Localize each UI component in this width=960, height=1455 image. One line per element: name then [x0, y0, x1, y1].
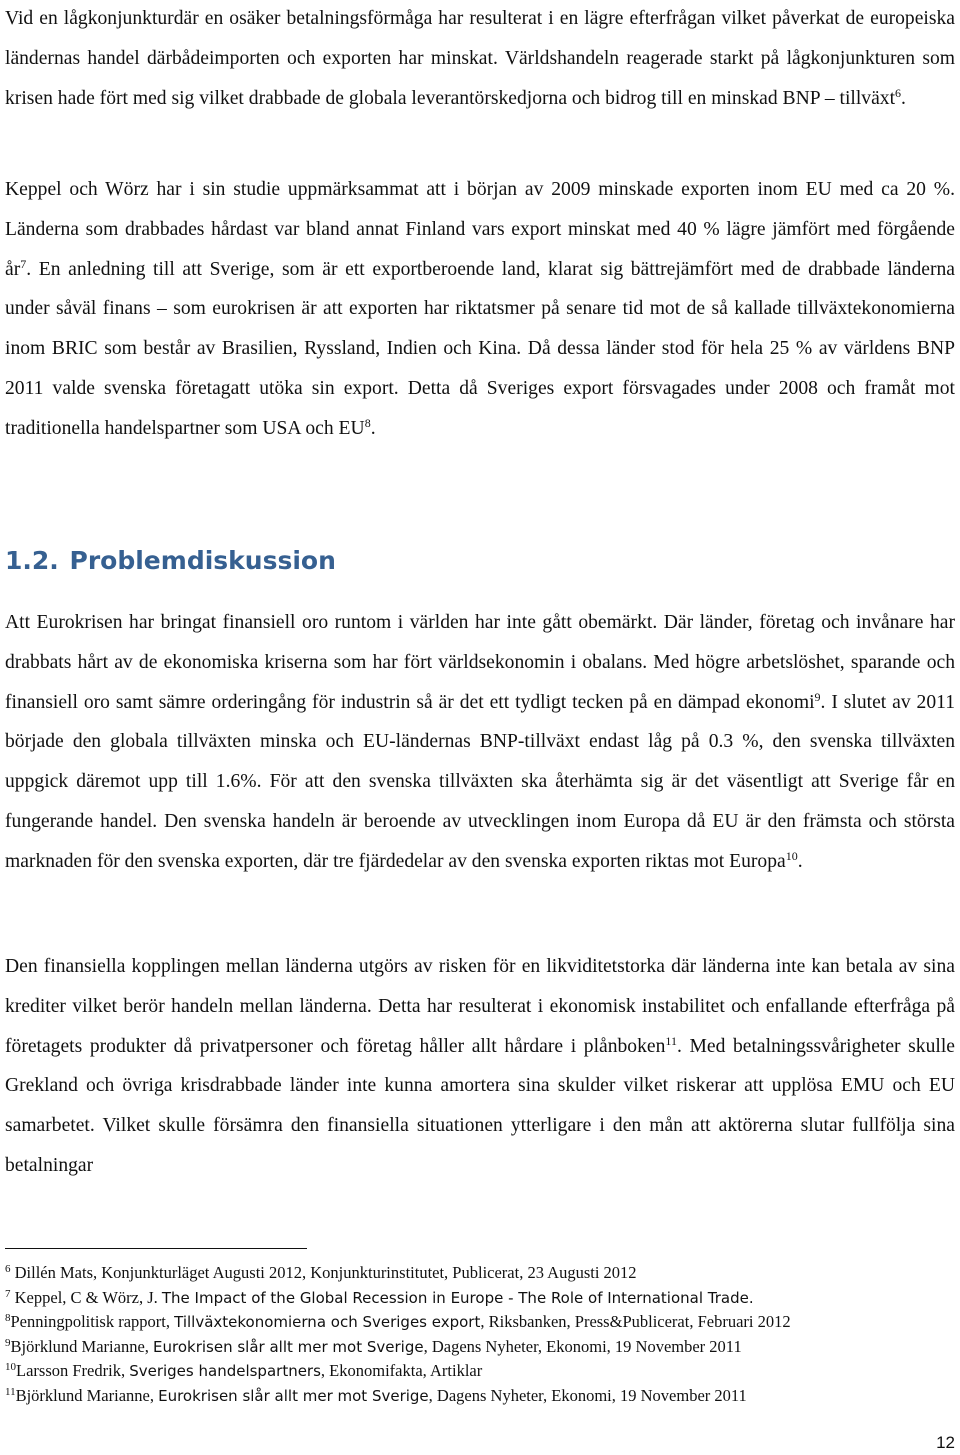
body-paragraph: Keppel och Wörz har i sin studie uppmärksammat att i början av 2009 minskade exporten inom EU med ca 20 %. Länderna som drabbades hårdast var bland annat Finland vars export minskat med 40 % lägre jämfört med förgående $år^7$. En anledning till att Sverige, som är ett exportberoende land, klarat sig bättrejämfört med de drabbade länderna under såväl finans – som eurokrisen är att exporten har riktatsmer på senare tid mot de så kallade tillväxtekonomierna inom BRIC som består av Brasilien, Ryssland, Indien och Kina. Då dessa länder stod för hela 25 % av världens BNP 2011 valde svenska företagatt utöka sin export. Detta då Sveriges export försvagades under 2008 och framåt mot traditionella handelspartner som USA och $EU^8$. [5, 179, 955, 439]
footnote: $^6$ Dillén Mats, Konjunkturläget Augusti 2012, Konjunkturinstitutet, Publicerat, 23 Augusti 2012 [5, 1263, 637, 1282]
footnote-number: 10 [5, 1361, 16, 1373]
page-number: 12 [936, 1433, 955, 1452]
footnote-number: 6 [5, 1263, 11, 1275]
body-paragraph: Att Eurokrisen har bringat finansiell oro runtom i världen har inte gått obemärkt. Där länder, företag och invånare har drabbats hårt av de ekonomiska kriserna som har fört världsekonomin i obalans. Med högre arbetslöshet, sparande och finansiell oro samt sämre orderingång för industrin så är det ett tydligt tecken på en dämpad ekonomi$^9$. I slutet av 2011 började den globala tillväxten minska och EU-ländernas BNP-tillväxt endast låg på 0.3 %, den svenska tillväxten uppgick däremot upp till 1.6%. För att den svenska tillväxten ska återhämta sig är det väsentligt att Sverige får en fungerande handel. Den svenska handeln är beroende av utvecklingen inom Europa då EU är den främsta och största marknaden för den svenska exporten, där tre fjärdedelar av den svenska exporten riktas mot Europa$^{10}$. [5, 612, 956, 872]
footnote-number: 8 [5, 1312, 11, 1324]
section-heading [5, 541, 336, 581]
footnote-ref[interactable]: 9 [814, 689, 821, 704]
body-paragraph: Vid en lågkonjunkturdär en osäker betalningsförmåga har resulterat i en lägre efterfrågan vilket påverkat de europeiska ländernas handel därbådeimporten och exporten har minskat. Världshandeln reagerade starkt på lågkonjunkturen som krisen hade fört med sig vilket drabbade de globala leverantörskedjorna och bidrog till en minskad BNP – tillväxt$^6$. [5, 8, 955, 109]
footnote: $^{10}$Larsson Fredrik, Sveriges handelspartners, Ekonomifakta, Artiklar [5, 1361, 483, 1380]
footnote-ref[interactable]: 11 [665, 1033, 677, 1048]
footnote-ref[interactable]: 10 [785, 848, 798, 863]
body-paragraph: Den finansiella kopplingen mellan länderna utgörs av risken för en likviditetstorka där länderna inte kan betala av sina krediter vilket berör handeln mellan länderna. Detta har resulterat i ekonomisk instabilitet och enfallande efterfråga på företagets produkter då privatpersoner och företag håller allt hårdare i plånboken$^{11}$. Med betalningssvårigheter skulle Grekland och övriga krisdrabbade länder inte kunna amortera sina skulder vilket riskerar att upplösa EMU och EU samarbetet. Vilket skulle försämra den finansiella situationen ytterligare i den mån att aktörerna slutar fullfölja sina betalningar [5, 956, 955, 1176]
footnote: $^9$Björklund Marianne, Eurokrisen slår allt mer mot Sverige, Dagens Nyheter, Ekonomi, 19 November 2011 [5, 1336, 742, 1356]
footnote-ref[interactable]: 8 [364, 415, 371, 430]
footnote-number: 11 [5, 1385, 16, 1398]
footnote-ref[interactable]: 6 [895, 85, 902, 100]
footnote: $^8$Penningpolitisk rapport, Tillväxtekonomierna och Sveriges export, Riksbanken, Press&Publicerat, Februari 2012 [5, 1312, 791, 1331]
footnote-number: 7 [5, 1287, 11, 1300]
footnote: $^{11}$Björklund Marianne, Eurokrisen slår allt mer mot Sverige, Dagens Nyheter, Ekonomi, 19 November 2011 [5, 1385, 747, 1405]
section-number: 1.2. [5, 546, 59, 575]
footnote-separator [5, 1248, 307, 1249]
footnote-number: 9 [5, 1336, 11, 1349]
footnotes [5, 1261, 955, 1408]
footnote: $^7$ Keppel, C & Wörz, J. The Impact of the Global Recession in Europe - The Role of International Trade. [5, 1287, 754, 1307]
section-title: Problemdiskussion [69, 546, 336, 575]
footnote-ref[interactable]: 7 [20, 256, 27, 271]
